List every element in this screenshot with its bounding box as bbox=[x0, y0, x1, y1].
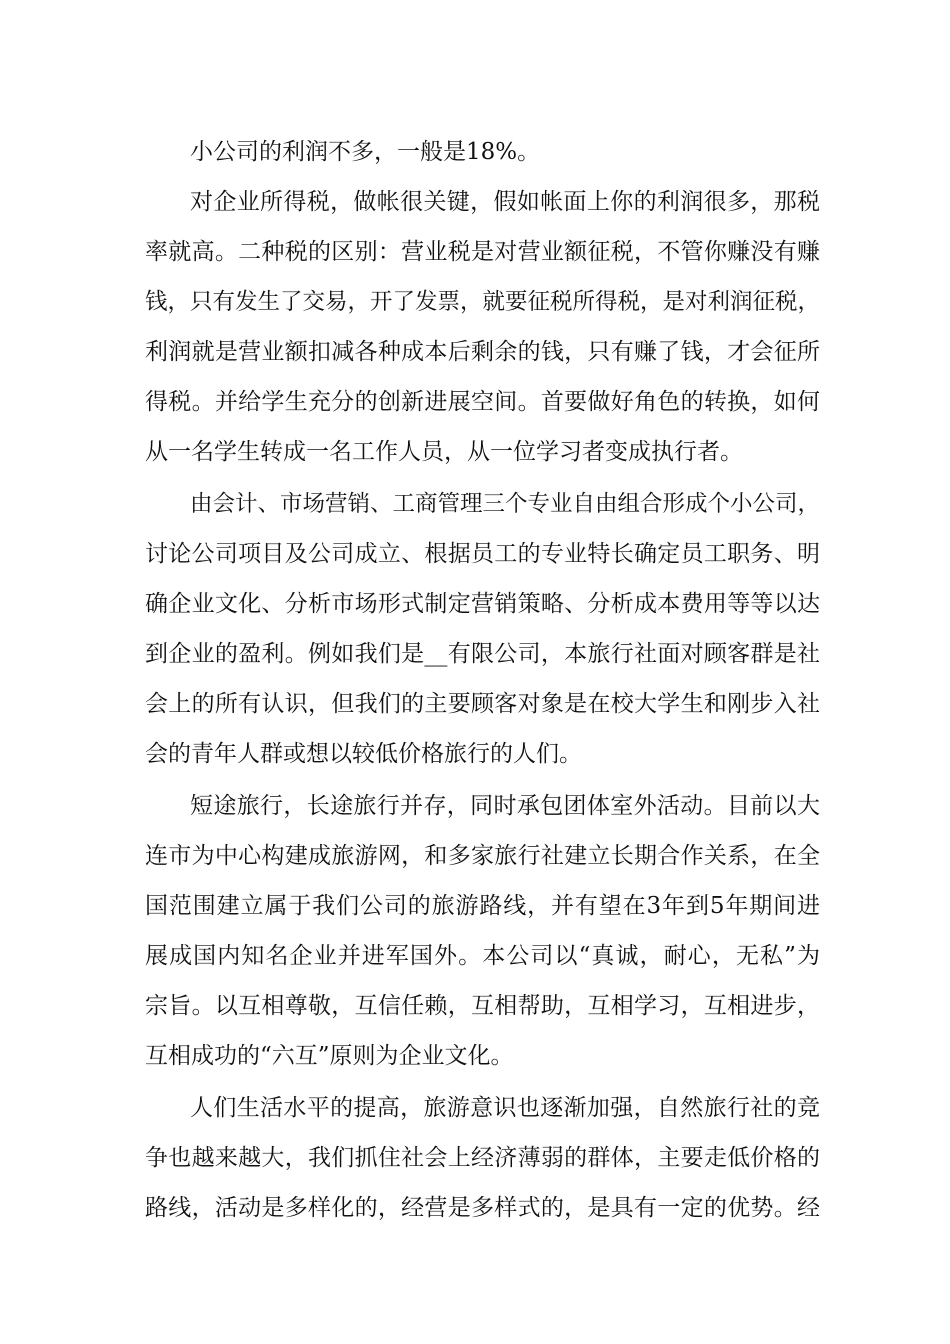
text-line: 钱，只有发生了交易，开了发票，就要征税所得税，是对利润征税， bbox=[145, 289, 821, 315]
text-line: 国范围建立属于我们公司的旅游路线，并有望在3年到5年期间进 bbox=[145, 893, 820, 919]
text-line: 展成国内知名企业并进军国外。本公司以“真诚，耐心，无私”为 bbox=[145, 943, 820, 969]
text-line: 宗旨。以互相尊敬，互信任赖，互相帮助，互相学习，互相进步， bbox=[145, 993, 820, 1019]
text-line: 讨论公司项目及公司成立、根据员工的专业特长确定员工职务、明 bbox=[145, 541, 820, 567]
text-line: 短途旅行，长途旅行并存，同时承包团体室外活动。目前以大 bbox=[190, 793, 820, 819]
text-line: 对企业所得税，做帐很关键，假如帐面上你的利润很多，那税 bbox=[190, 189, 820, 215]
text-line: 小公司的利润不多，一般是18%。 bbox=[190, 139, 541, 165]
text-line: 人们生活水平的提高，旅游意识也逐渐加强，自然旅行社的竞 bbox=[190, 1095, 820, 1121]
text-line: 会的青年人群或想以较低价格旅行的人们。 bbox=[145, 741, 582, 767]
text-line: 路线，活动是多样化的，经营是多样式的，是具有一定的优势。经 bbox=[145, 1195, 820, 1221]
text-line: 由会计、市场营销、工商管理三个专业自由组合形成个小公司， bbox=[190, 491, 821, 517]
text-line: 利润就是营业额扣减各种成本后剩余的钱，只有赚了钱，才会征所 bbox=[145, 339, 820, 365]
text-line: 到企业的盈利。例如我们是__有限公司，本旅行社面对顾客群是社 bbox=[145, 641, 820, 667]
text-line: 互相成功的“六互”原则为企业文化。 bbox=[145, 1043, 514, 1069]
text-line: 确企业文化、分析市场形式制定营销策略、分析成本费用等等以达 bbox=[145, 591, 820, 617]
text-line: 从一名学生转成一名工作人员，从一位学习者变成执行者。 bbox=[145, 439, 743, 465]
text-line: 率就高。二种税的区别：营业税是对营业额征税，不管你赚没有赚 bbox=[145, 239, 820, 265]
text-line: 争也越来越大，我们抓住社会上经济薄弱的群体，主要走低价格的 bbox=[145, 1145, 820, 1171]
text-line: 连市为中心构建成旅游网，和多家旅行社建立长期合作关系，在全 bbox=[145, 843, 820, 869]
text-line: 会上的所有认识，但我们的主要顾客对象是在校大学生和刚步入社 bbox=[145, 691, 820, 717]
text-line: 得税。并给学生充分的创新进展空间。首要做好角色的转换，如何 bbox=[145, 389, 820, 415]
